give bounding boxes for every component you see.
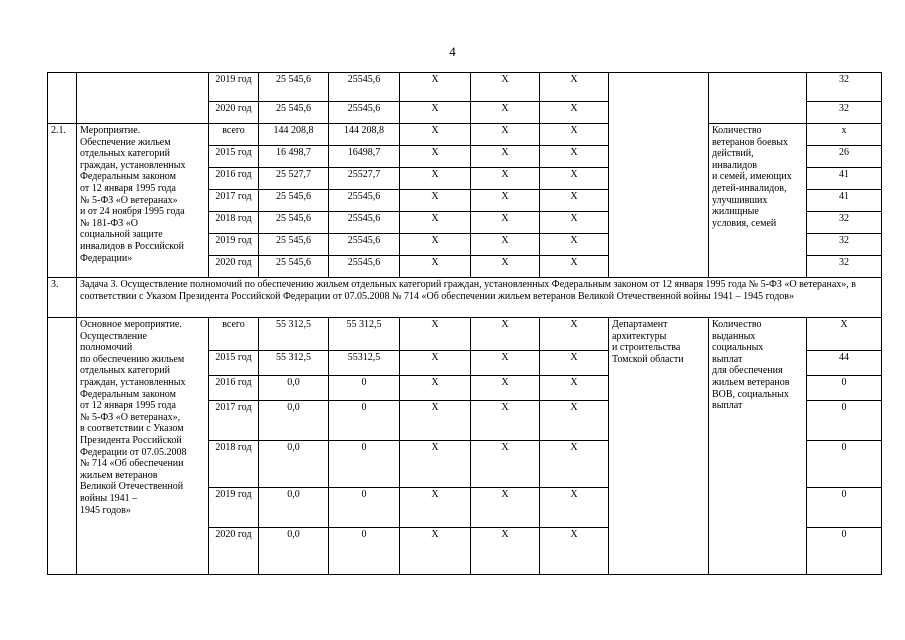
mark-cell: X: [400, 256, 471, 278]
budget-cell: 25545,6: [329, 73, 400, 102]
indicator-value-cell: 0: [807, 376, 882, 401]
budget-cell: 0: [329, 441, 400, 488]
year-cell: всего: [209, 124, 259, 146]
total-cell: 25 545,6: [259, 102, 329, 124]
year-cell: 2020 год: [209, 528, 259, 575]
mark-cell: X: [471, 318, 540, 351]
total-cell: 0,0: [259, 401, 329, 441]
total-cell: 0,0: [259, 376, 329, 401]
mark-cell: X: [471, 73, 540, 102]
executor-cell: Департамент архитектуры и строительства Томской области: [609, 318, 709, 575]
budget-cell: 25527,7: [329, 168, 400, 190]
mark-cell: X: [540, 528, 609, 575]
year-cell: 2019 год: [209, 234, 259, 256]
budget-cell: 25545,6: [329, 102, 400, 124]
table-row: [48, 124, 882, 146]
table-row: [48, 73, 882, 102]
total-cell: 25 545,6: [259, 190, 329, 212]
mark-cell: X: [540, 351, 609, 376]
mark-cell: X: [471, 190, 540, 212]
indicator-value-cell: 0: [807, 441, 882, 488]
indicator-cell: [709, 73, 807, 124]
indicator-value-cell: 32: [807, 102, 882, 124]
mark-cell: X: [400, 234, 471, 256]
activity-name-cell: [77, 73, 209, 124]
mark-cell: X: [540, 441, 609, 488]
mark-cell: X: [471, 528, 540, 575]
mark-cell: X: [540, 488, 609, 528]
mark-cell: X: [471, 212, 540, 234]
mark-cell: X: [540, 102, 609, 124]
activity-name-cell: Основное мероприятие. Осуществление полномочий по обеспечению жильем отдельных категорий граждан, установленных Федеральным законом от 12 января 1995 года № 5-ФЗ «О ветеранах», в соответствии с Указом Президента Российской Федерации от 07.05.2008 № 714 «Об обеспечении жильем ветеранов Великой Отечественной войны 1941 – 1945 годов»: [77, 318, 209, 575]
mark-cell: X: [471, 124, 540, 146]
year-cell: 2016 год: [209, 376, 259, 401]
total-cell: 0,0: [259, 528, 329, 575]
total-cell: 16 498,7: [259, 146, 329, 168]
mark-cell: X: [540, 212, 609, 234]
year-cell: 2020 год: [209, 102, 259, 124]
mark-cell: X: [400, 146, 471, 168]
indicator-value-cell: 32: [807, 256, 882, 278]
executor-cell: [609, 73, 709, 278]
year-cell: 2015 год: [209, 146, 259, 168]
mark-cell: X: [400, 168, 471, 190]
budget-cell: 55312,5: [329, 351, 400, 376]
indicator-value-cell: 26: [807, 146, 882, 168]
indicator-value-cell: 32: [807, 234, 882, 256]
indicator-value-cell: X: [807, 318, 882, 351]
program-table: [47, 72, 882, 575]
mark-cell: X: [471, 102, 540, 124]
year-cell: 2019 год: [209, 73, 259, 102]
row-number-cell: [48, 73, 77, 124]
mark-cell: X: [400, 488, 471, 528]
total-cell: 0,0: [259, 488, 329, 528]
mark-cell: X: [540, 73, 609, 102]
budget-cell: 25545,6: [329, 234, 400, 256]
total-cell: 144 208,8: [259, 124, 329, 146]
indicator-value-cell: 41: [807, 168, 882, 190]
mark-cell: X: [471, 146, 540, 168]
indicator-cell: Количество ветеранов боевых действий, инвалидов и семей, имеющих детей-инвалидов, улучшивших жилищные условия, семей: [709, 124, 807, 278]
indicator-value-cell: 32: [807, 212, 882, 234]
mark-cell: X: [400, 190, 471, 212]
mark-cell: X: [471, 168, 540, 190]
mark-cell: X: [540, 190, 609, 212]
mark-cell: X: [400, 401, 471, 441]
row-number-cell: 3.: [48, 278, 77, 318]
row-number-cell: 2.1.: [48, 124, 77, 278]
task-description: Задача 3. Осуществление полномочий по обеспечению жильем отдельных категорий граждан, установленных Федеральным законом от 12 января 1995 года № 5-ФЗ «О ветеранах», в соответствии с Указом Президента Российской Федерации от 07.05.2008 № 714 «Об обеспечении жильем ветеранов Великой Отечественной войны 1941 – 1945 годов»: [77, 278, 882, 318]
mark-cell: X: [471, 234, 540, 256]
mark-cell: X: [400, 102, 471, 124]
indicator-value-cell: x: [807, 124, 882, 146]
mark-cell: X: [400, 351, 471, 376]
table-row: [48, 318, 882, 351]
mark-cell: X: [540, 376, 609, 401]
mark-cell: X: [540, 146, 609, 168]
budget-cell: 55 312,5: [329, 318, 400, 351]
budget-cell: 0: [329, 528, 400, 575]
indicator-value-cell: 0: [807, 488, 882, 528]
mark-cell: X: [471, 488, 540, 528]
total-cell: 55 312,5: [259, 318, 329, 351]
year-cell: 2016 год: [209, 168, 259, 190]
total-cell: 25 545,6: [259, 234, 329, 256]
mark-cell: X: [540, 401, 609, 441]
budget-cell: 0: [329, 376, 400, 401]
year-cell: всего: [209, 318, 259, 351]
mark-cell: X: [400, 212, 471, 234]
mark-cell: X: [471, 401, 540, 441]
total-cell: 25 545,6: [259, 212, 329, 234]
page-number: 4: [449, 44, 456, 59]
indicator-value-cell: 0: [807, 528, 882, 575]
mark-cell: X: [400, 441, 471, 488]
budget-cell: 25545,6: [329, 256, 400, 278]
budget-cell: 0: [329, 401, 400, 441]
indicator-value-cell: 0: [807, 401, 882, 441]
total-cell: 0,0: [259, 441, 329, 488]
year-cell: 2020 год: [209, 256, 259, 278]
mark-cell: X: [471, 351, 540, 376]
budget-cell: 25545,6: [329, 190, 400, 212]
mark-cell: X: [471, 256, 540, 278]
total-cell: 25 527,7: [259, 168, 329, 190]
indicator-value-cell: 44: [807, 351, 882, 376]
mark-cell: X: [540, 256, 609, 278]
year-cell: 2015 год: [209, 351, 259, 376]
mark-cell: X: [540, 318, 609, 351]
year-cell: 2017 год: [209, 401, 259, 441]
indicator-cell: Количество выданных социальных выплат для обеспечения жильем ветеранов ВОВ, социальных выплат: [709, 318, 807, 575]
total-cell: 25 545,6: [259, 256, 329, 278]
activity-name-cell: Мероприятие. Обеспечение жильем отдельных категорий граждан, установленных Федеральным законом от 12 января 1995 года № 5-ФЗ «О ветеранах» и от 24 ноября 1995 года № 181-ФЗ «О социальной защите инвалидов в Российской Федерации»: [77, 124, 209, 278]
budget-cell: 0: [329, 488, 400, 528]
mark-cell: X: [400, 73, 471, 102]
mark-cell: X: [400, 376, 471, 401]
mark-cell: X: [400, 528, 471, 575]
row-number-cell: [48, 318, 77, 575]
year-cell: 2018 год: [209, 212, 259, 234]
task-row: [48, 278, 882, 318]
year-cell: 2017 год: [209, 190, 259, 212]
budget-cell: 144 208,8: [329, 124, 400, 146]
mark-cell: X: [400, 124, 471, 146]
mark-cell: X: [540, 168, 609, 190]
budget-cell: 25545,6: [329, 212, 400, 234]
budget-cell: 16498,7: [329, 146, 400, 168]
year-cell: 2018 год: [209, 441, 259, 488]
mark-cell: X: [540, 124, 609, 146]
total-cell: 55 312,5: [259, 351, 329, 376]
year-cell: 2019 год: [209, 488, 259, 528]
mark-cell: X: [540, 234, 609, 256]
mark-cell: X: [471, 376, 540, 401]
total-cell: 25 545,6: [259, 73, 329, 102]
indicator-value-cell: 32: [807, 73, 882, 102]
mark-cell: X: [400, 318, 471, 351]
indicator-value-cell: 41: [807, 190, 882, 212]
mark-cell: X: [471, 441, 540, 488]
